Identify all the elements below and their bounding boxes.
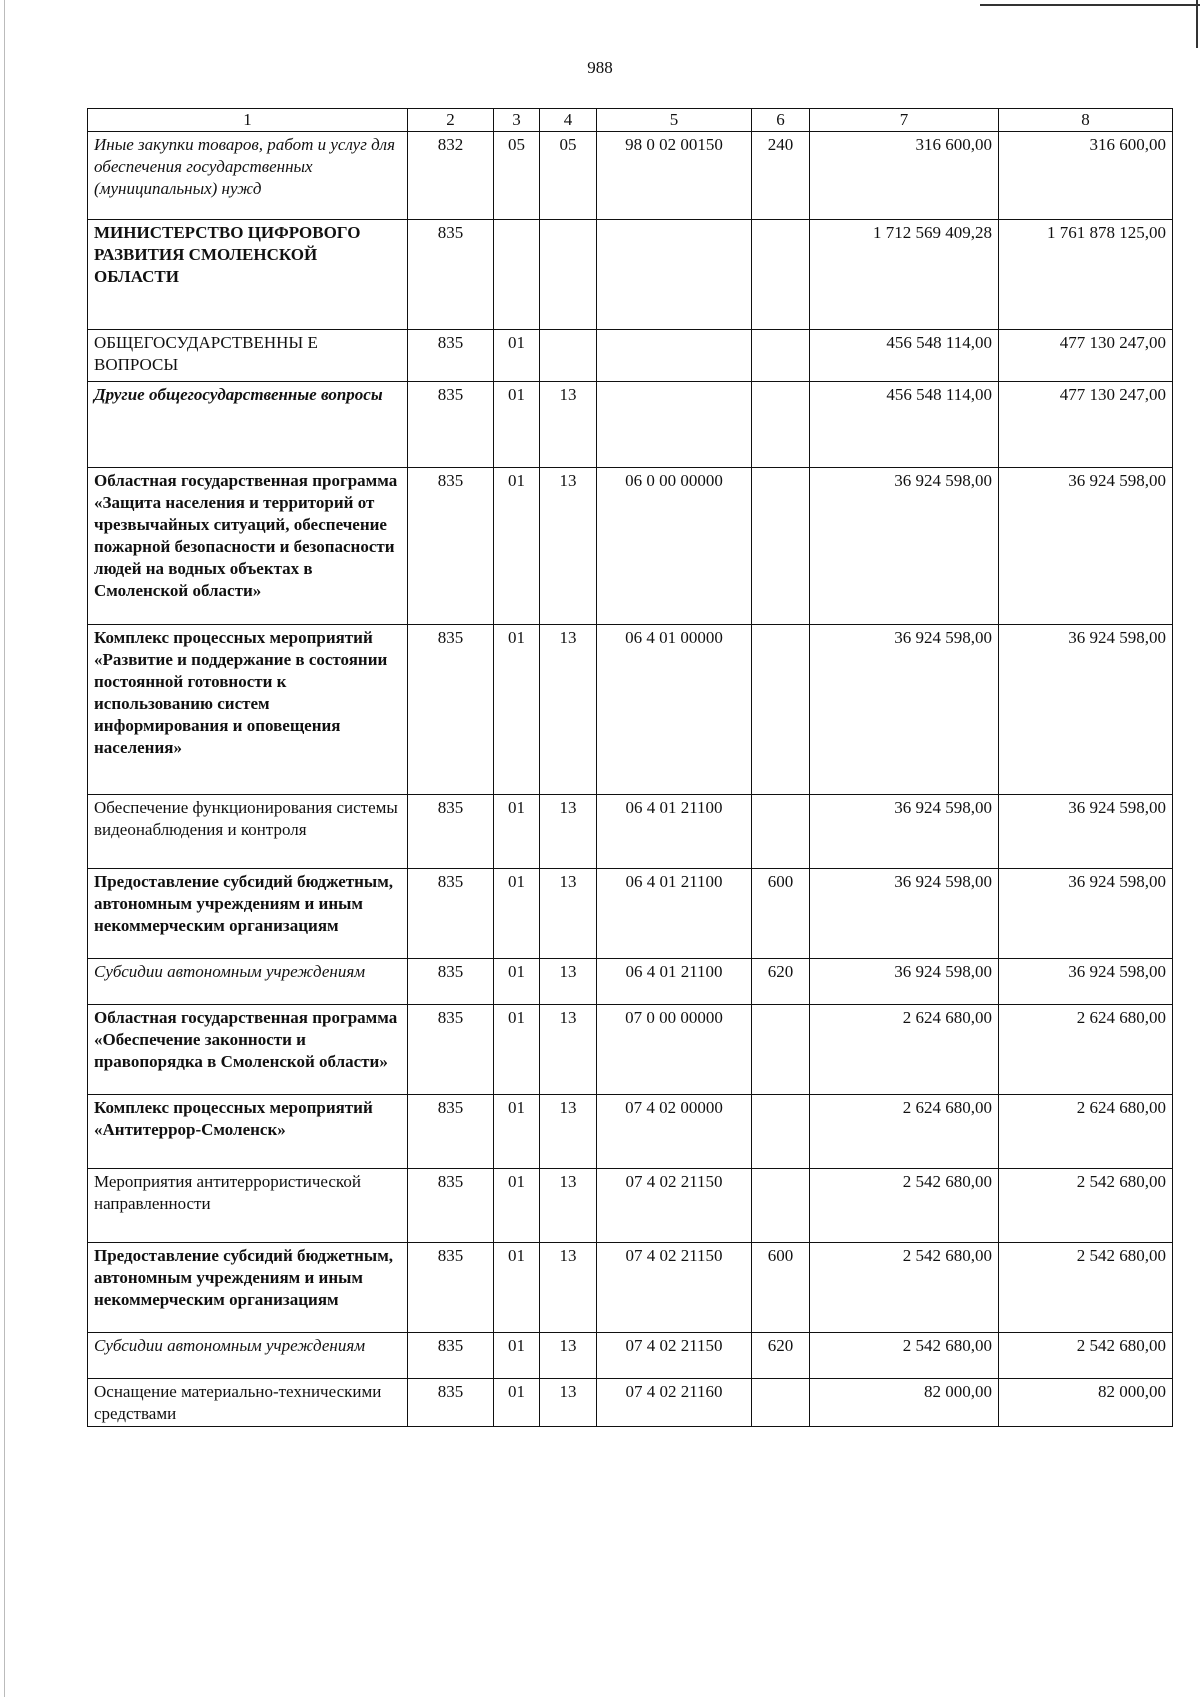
- cell-subsection: 13: [540, 1169, 597, 1243]
- cell-expense-type: [752, 1379, 810, 1427]
- cell-amount-year-1: 2 542 680,00: [810, 1243, 999, 1333]
- cell-target-article: 06 0 00 00000: [597, 468, 752, 625]
- cell-target-article: 06 4 01 00000: [597, 625, 752, 795]
- cell-name: Другие общегосударственные вопросы: [88, 382, 408, 468]
- header-col-2: 2: [408, 109, 494, 132]
- cell-amount-year-2: 2 542 680,00: [999, 1243, 1173, 1333]
- table-header-row: [88, 109, 1173, 132]
- cell-section: [494, 220, 540, 330]
- table-row: [88, 330, 1173, 382]
- cell-amount-year-2: 2 624 680,00: [999, 1005, 1173, 1095]
- cell-name: Комплекс процессных мероприятий «Антитеррор-Смоленск»: [88, 1095, 408, 1169]
- cell-name: Областная государственная программа «Защита населения и территорий от чрезвычайных ситуаций, обеспечение пожарной безопасности и безопасности людей на водных объектах в Смоленской области»: [88, 468, 408, 625]
- cell-name: Субсидии автономным учреждениям: [88, 1333, 408, 1379]
- cell-target-article: 07 4 02 21150: [597, 1243, 752, 1333]
- cell-subsection: 13: [540, 1333, 597, 1379]
- cell-section: 01: [494, 795, 540, 869]
- cell-amount-year-2: 477 130 247,00: [999, 382, 1173, 468]
- cell-name: Иные закупки товаров, работ и услуг для обеспечения государственных (муниципальных) нужд: [88, 132, 408, 220]
- cell-amount-year-1: 2 624 680,00: [810, 1005, 999, 1095]
- header-col-8: 8: [999, 109, 1173, 132]
- cell-expense-type: [752, 795, 810, 869]
- cell-amount-year-2: 36 924 598,00: [999, 468, 1173, 625]
- cell-subsection: [540, 330, 597, 382]
- cell-amount-year-1: 456 548 114,00: [810, 382, 999, 468]
- cell-amount-year-2: 316 600,00: [999, 132, 1173, 220]
- cell-section: 05: [494, 132, 540, 220]
- cell-target-article: 07 4 02 00000: [597, 1095, 752, 1169]
- cell-expense-type: 600: [752, 1243, 810, 1333]
- cell-name: ОБЩЕГОСУДАРСТВЕННЫ Е ВОПРОСЫ: [88, 330, 408, 382]
- cell-name: Предоставление субсидий бюджетным, автономным учреждениям и иным некоммерческим организациям: [88, 1243, 408, 1333]
- cell-amount-year-2: 36 924 598,00: [999, 795, 1173, 869]
- cell-target-article: 07 4 02 21160: [597, 1379, 752, 1427]
- cell-amount-year-2: 2 542 680,00: [999, 1169, 1173, 1243]
- cell-expense-type: [752, 625, 810, 795]
- cell-admin-code: 832: [408, 132, 494, 220]
- cell-admin-code: 835: [408, 1005, 494, 1095]
- table-row: [88, 1379, 1173, 1427]
- table-row: [88, 795, 1173, 869]
- cell-target-article: [597, 330, 752, 382]
- cell-name: МИНИСТЕРСТВО ЦИФРОВОГО РАЗВИТИЯ СМОЛЕНСКОЙ ОБЛАСТИ: [88, 220, 408, 330]
- cell-admin-code: 835: [408, 382, 494, 468]
- cell-target-article: 07 4 02 21150: [597, 1169, 752, 1243]
- header-col-3: 3: [494, 109, 540, 132]
- cell-name: Субсидии автономным учреждениям: [88, 959, 408, 1005]
- cell-amount-year-1: 2 624 680,00: [810, 1095, 999, 1169]
- cell-admin-code: 835: [408, 795, 494, 869]
- cell-expense-type: [752, 1169, 810, 1243]
- cell-amount-year-1: 82 000,00: [810, 1379, 999, 1427]
- cell-subsection: 13: [540, 795, 597, 869]
- cell-section: 01: [494, 382, 540, 468]
- cell-amount-year-2: 36 924 598,00: [999, 959, 1173, 1005]
- cell-amount-year-1: 2 542 680,00: [810, 1169, 999, 1243]
- cell-admin-code: 835: [408, 1379, 494, 1427]
- table-row: [88, 869, 1173, 959]
- table-row: [88, 382, 1173, 468]
- cell-section: 01: [494, 1169, 540, 1243]
- header-col-4: 4: [540, 109, 597, 132]
- cell-section: 01: [494, 1333, 540, 1379]
- table-row: [88, 1333, 1173, 1379]
- cell-target-article: 06 4 01 21100: [597, 869, 752, 959]
- cell-admin-code: 835: [408, 625, 494, 795]
- table-row: [88, 1243, 1173, 1333]
- cell-admin-code: 835: [408, 959, 494, 1005]
- cell-expense-type: [752, 382, 810, 468]
- cell-subsection: 13: [540, 468, 597, 625]
- cell-amount-year-2: 477 130 247,00: [999, 330, 1173, 382]
- table-row: [88, 959, 1173, 1005]
- cell-expense-type: 240: [752, 132, 810, 220]
- cell-section: 01: [494, 869, 540, 959]
- table-row: [88, 1169, 1173, 1243]
- cell-amount-year-1: 36 924 598,00: [810, 869, 999, 959]
- cell-target-article: [597, 382, 752, 468]
- cell-admin-code: 835: [408, 1169, 494, 1243]
- cell-admin-code: 835: [408, 1333, 494, 1379]
- cell-section: 01: [494, 468, 540, 625]
- cell-expense-type: [752, 220, 810, 330]
- cell-admin-code: 835: [408, 1243, 494, 1333]
- cell-amount-year-2: 36 924 598,00: [999, 869, 1173, 959]
- table-row: [88, 468, 1173, 625]
- cell-amount-year-1: 456 548 114,00: [810, 330, 999, 382]
- cell-amount-year-2: 36 924 598,00: [999, 625, 1173, 795]
- cell-amount-year-2: 2 624 680,00: [999, 1095, 1173, 1169]
- cell-amount-year-1: 36 924 598,00: [810, 959, 999, 1005]
- cell-amount-year-1: 36 924 598,00: [810, 468, 999, 625]
- cell-section: 01: [494, 959, 540, 1005]
- cell-name: Предоставление субсидий бюджетным, автономным учреждениям и иным некоммерческим организациям: [88, 869, 408, 959]
- header-col-7: 7: [810, 109, 999, 132]
- cell-admin-code: 835: [408, 869, 494, 959]
- cell-name: Оснащение материально-техническими средствами: [88, 1379, 408, 1427]
- table-row: [88, 1095, 1173, 1169]
- cell-expense-type: 620: [752, 959, 810, 1005]
- page-number: 988: [587, 58, 613, 77]
- cell-section: 01: [494, 1379, 540, 1427]
- cell-section: 01: [494, 1095, 540, 1169]
- cell-subsection: 13: [540, 959, 597, 1005]
- cell-expense-type: [752, 468, 810, 625]
- table-row: [88, 132, 1173, 220]
- cell-subsection: [540, 220, 597, 330]
- cell-expense-type: 600: [752, 869, 810, 959]
- header-col-5: 5: [597, 109, 752, 132]
- cell-amount-year-2: 1 761 878 125,00: [999, 220, 1173, 330]
- cell-amount-year-2: 2 542 680,00: [999, 1333, 1173, 1379]
- cell-subsection: 13: [540, 869, 597, 959]
- cell-name: Обеспечение функционирования системы видеонаблюдения и контроля: [88, 795, 408, 869]
- cell-name: Областная государственная программа «Обеспечение законности и правопорядка в Смоленской области»: [88, 1005, 408, 1095]
- cell-amount-year-2: 82 000,00: [999, 1379, 1173, 1427]
- cell-target-article: 06 4 01 21100: [597, 795, 752, 869]
- cell-target-article: 07 4 02 21150: [597, 1333, 752, 1379]
- cell-target-article: 07 0 00 00000: [597, 1005, 752, 1095]
- cell-expense-type: 620: [752, 1333, 810, 1379]
- cell-subsection: 13: [540, 1005, 597, 1095]
- cell-amount-year-1: 316 600,00: [810, 132, 999, 220]
- cell-subsection: 13: [540, 1095, 597, 1169]
- cell-admin-code: 835: [408, 220, 494, 330]
- cell-subsection: 05: [540, 132, 597, 220]
- header-col-6: 6: [752, 109, 810, 132]
- cell-section: 01: [494, 330, 540, 382]
- cell-amount-year-1: 36 924 598,00: [810, 795, 999, 869]
- cell-amount-year-1: 36 924 598,00: [810, 625, 999, 795]
- scan-edge-left: [4, 0, 5, 1697]
- cell-expense-type: [752, 1095, 810, 1169]
- cell-subsection: 13: [540, 1243, 597, 1333]
- cell-subsection: 13: [540, 382, 597, 468]
- cell-section: 01: [494, 1243, 540, 1333]
- table-row: [88, 220, 1173, 330]
- cell-amount-year-1: 2 542 680,00: [810, 1333, 999, 1379]
- table-row: [88, 1005, 1173, 1095]
- cell-name: Мероприятия антитеррористической направленности: [88, 1169, 408, 1243]
- scan-edge-right: [1196, 0, 1198, 48]
- table-body: [88, 109, 1173, 1427]
- cell-name: Комплекс процессных мероприятий «Развитие и поддержание в состоянии постоянной готовности к использованию систем информирования и оповещения населения»: [88, 625, 408, 795]
- cell-expense-type: [752, 1005, 810, 1095]
- scan-edge-top: [980, 4, 1200, 6]
- cell-expense-type: [752, 330, 810, 382]
- cell-target-article: 06 4 01 21100: [597, 959, 752, 1005]
- table-row: [88, 625, 1173, 795]
- cell-admin-code: 835: [408, 468, 494, 625]
- cell-admin-code: 835: [408, 1095, 494, 1169]
- cell-admin-code: 835: [408, 330, 494, 382]
- cell-amount-year-1: 1 712 569 409,28: [810, 220, 999, 330]
- header-col-1: 1: [88, 109, 408, 132]
- cell-target-article: [597, 220, 752, 330]
- cell-target-article: 98 0 02 00150: [597, 132, 752, 220]
- budget-table: [87, 108, 1173, 1427]
- cell-section: 01: [494, 625, 540, 795]
- cell-section: 01: [494, 1005, 540, 1095]
- cell-subsection: 13: [540, 625, 597, 795]
- cell-subsection: 13: [540, 1379, 597, 1427]
